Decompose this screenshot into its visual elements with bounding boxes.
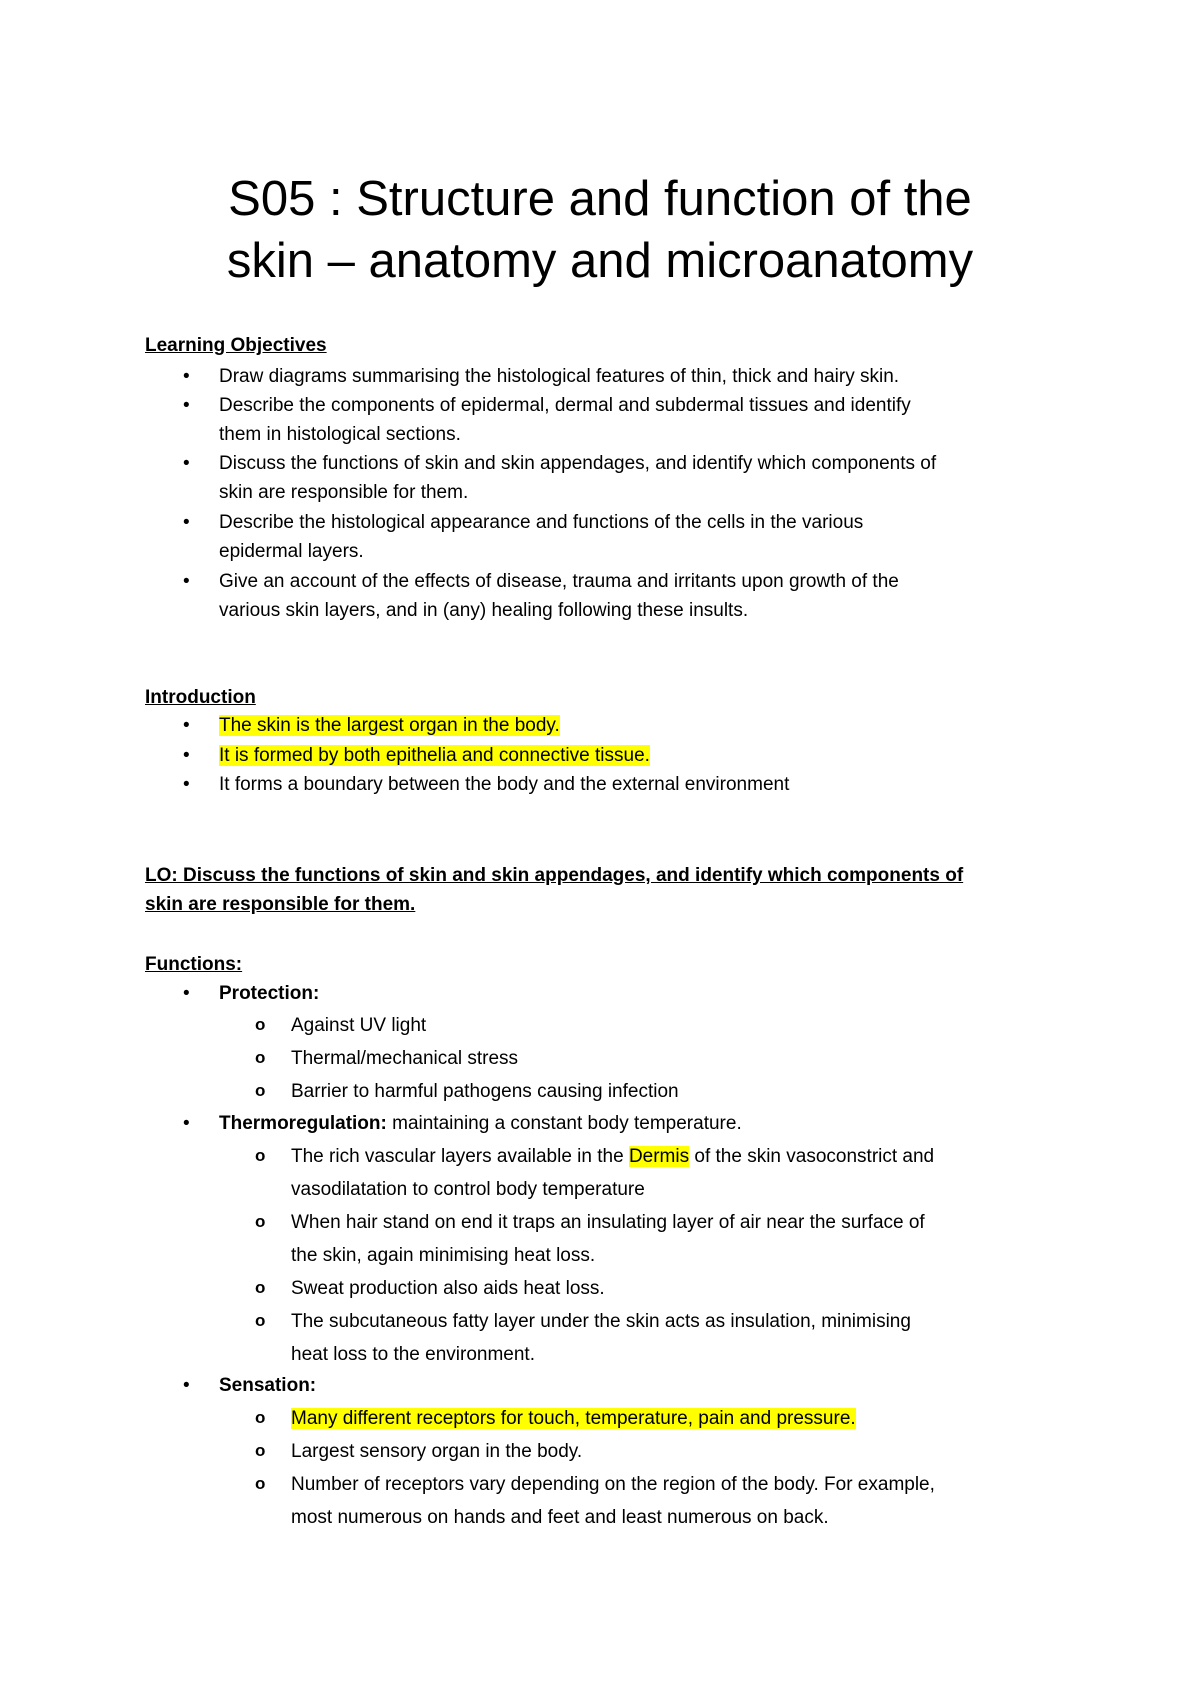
lo-heading-line-2: skin are responsible for them. — [145, 894, 416, 915]
thermoregulation-desc: maintaining a constant body temperature. — [386, 1113, 742, 1134]
sub-list-item-text: When hair stand on end it traps an insulating layer of air near the surface of — [291, 1212, 925, 1233]
highlighted-text: The skin is the largest organ in the body. — [219, 715, 560, 736]
sub-list-item-text: Sweat production also aids heat loss. — [291, 1278, 605, 1299]
list-item-text: It forms a boundary between the body and the external environment — [219, 774, 790, 795]
functions-heading: Functions: — [145, 954, 243, 975]
list-item-text: Draw diagrams summarising the histological features of thin, thick and hairy skin. — [219, 366, 900, 387]
bullet-icon: • — [183, 745, 190, 766]
learning-objectives-heading: Learning Objectives — [145, 335, 327, 356]
sub-bullet-icon: o — [255, 1278, 266, 1297]
sensation-label: Sensation: — [219, 1375, 317, 1396]
list-item-text: skin are responsible for them. — [219, 482, 469, 503]
sub-bullet-icon: o — [255, 1048, 266, 1067]
sub-bullet-icon: o — [255, 1474, 266, 1493]
title-line-2: skin – anatomy and microanatomy — [226, 234, 974, 288]
highlighted-text: Many different receptors for touch, temperature, pain and pressure. — [291, 1408, 856, 1429]
list-item-text: Describe the histological appearance and functions of the cells in the various — [219, 512, 864, 533]
list-item-text: Describe the components of epidermal, dermal and subdermal tissues and identify — [219, 395, 911, 416]
bullet-icon: • — [183, 1113, 190, 1134]
sub-bullet-icon: o — [255, 1441, 266, 1460]
sub-bullet-icon: o — [255, 1146, 266, 1165]
bullet-icon: • — [183, 571, 190, 592]
bullet-icon: • — [183, 715, 190, 736]
sub-list-item-text: Against UV light — [291, 1015, 427, 1036]
thermoregulation-label: Thermoregulation: — [219, 1113, 387, 1134]
list-item-text: Discuss the functions of skin and skin appendages, and identify which components of — [219, 453, 937, 474]
bullet-icon: • — [183, 453, 190, 474]
sub-list-item-text: Largest sensory organ in the body. — [291, 1441, 583, 1462]
sub-list-item-text: most numerous on hands and feet and least numerous on back. — [291, 1507, 829, 1528]
bullet-icon: • — [183, 983, 190, 1004]
introduction-heading: Introduction — [145, 687, 256, 708]
sub-list-item-text: heat loss to the environment. — [291, 1344, 535, 1365]
sub-list-item-text: Number of receptors vary depending on the region of the body. For example, — [291, 1474, 935, 1495]
protection-label: Protection: — [219, 983, 320, 1004]
lo-heading-line-1: LO: Discuss the functions of skin and skin appendages, and identify which components of — [145, 865, 964, 886]
document-title — [100, 168, 1100, 292]
sub-bullet-icon: o — [255, 1015, 266, 1034]
sub-list-item-text: The subcutaneous fatty layer under the skin acts as insulation, minimising — [291, 1311, 911, 1332]
bullet-icon: • — [183, 512, 190, 533]
bullet-icon: • — [183, 774, 190, 795]
sub-list-item-text: Thermal/mechanical stress — [291, 1048, 519, 1069]
sub-bullet-icon: o — [255, 1081, 266, 1100]
bullet-icon: • — [183, 366, 190, 387]
list-item-text: various skin layers, and in (any) healing following these insults. — [219, 600, 749, 621]
highlighted-text: It is formed by both epithelia and connective tissue. — [219, 745, 650, 766]
list-item-text: epidermal layers. — [219, 541, 364, 562]
sub-list-item-text: the skin, again minimising heat loss. — [291, 1245, 596, 1266]
sub-list-item-text: The rich vascular layers available in the — [291, 1146, 629, 1167]
title-line-1: S05 : Structure and function of the — [228, 172, 972, 226]
list-item-text: them in histological sections. — [219, 424, 461, 445]
sub-list-item-text: vasodilatation to control body temperature — [291, 1179, 645, 1200]
sub-bullet-icon: o — [255, 1408, 266, 1427]
sub-bullet-icon: o — [255, 1212, 266, 1231]
sub-list-item-text: Barrier to harmful pathogens causing infection — [291, 1081, 679, 1102]
sub-bullet-icon: o — [255, 1311, 266, 1330]
list-item-text: Give an account of the effects of disease, trauma and irritants upon growth of the — [219, 571, 899, 592]
bullet-icon: • — [183, 395, 190, 416]
bullet-icon: • — [183, 1375, 190, 1396]
sub-list-item-text: of the skin vasoconstrict and — [689, 1146, 935, 1167]
highlighted-text: Dermis — [628, 1146, 690, 1167]
